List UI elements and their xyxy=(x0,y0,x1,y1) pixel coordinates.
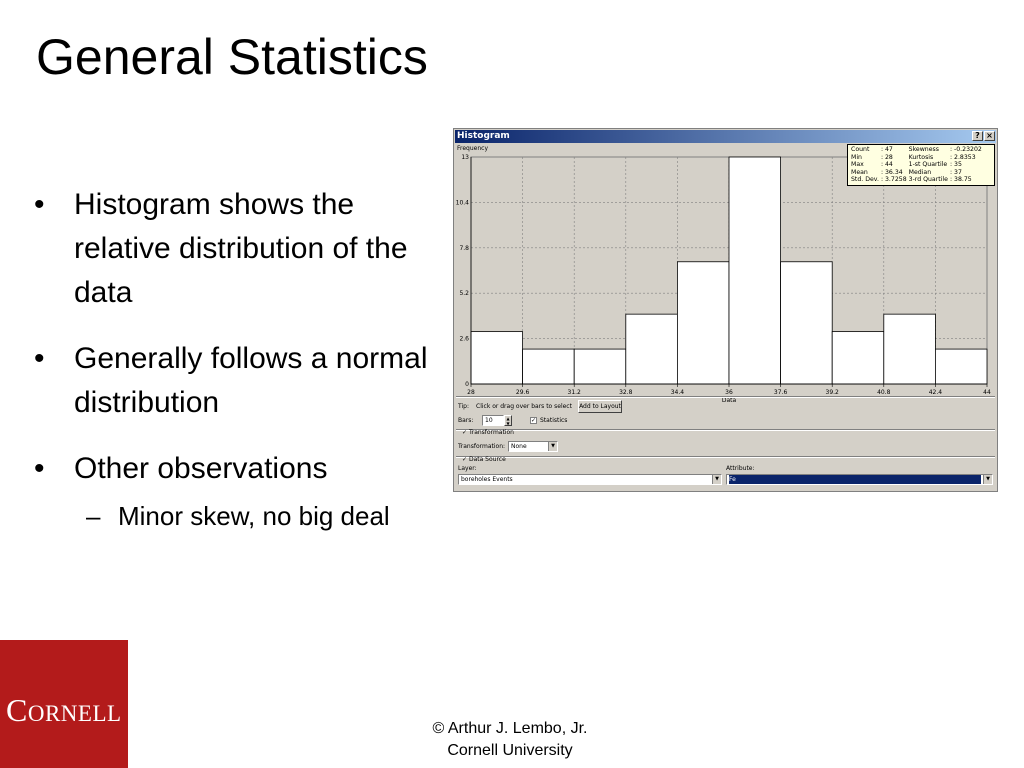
window-title: Histogram xyxy=(457,131,510,141)
bullet-item xyxy=(32,183,437,315)
x-tick-label: 44 xyxy=(983,389,991,396)
y-tick-label: 13 xyxy=(461,154,469,161)
window-titlebar[interactable] xyxy=(455,130,996,143)
check-icon: ✓ xyxy=(462,429,468,436)
stats-cell: : 3.7258 xyxy=(880,176,907,183)
footer-copyright: © Arthur J. Lembo, Jr. xyxy=(432,720,588,737)
chevron-down-icon[interactable]: ▼ xyxy=(548,442,557,451)
stats-cell: Count xyxy=(851,146,870,153)
stats-cell: Std. Dev. xyxy=(851,176,879,183)
x-axis-label: Data xyxy=(721,397,737,404)
histogram-bar[interactable] xyxy=(884,314,936,384)
x-tick-label: 32.8 xyxy=(619,389,633,396)
stats-cell: Median xyxy=(908,168,932,176)
stats-row xyxy=(850,146,983,154)
stats-cell: 1-st Quartile xyxy=(908,161,948,168)
chevron-down-icon[interactable]: ▼ xyxy=(983,475,992,484)
help-button[interactable]: ? xyxy=(972,131,983,141)
bullet-text: Other observations xyxy=(74,452,328,485)
y-tick-label: 7.8 xyxy=(459,244,469,252)
histogram-bar[interactable] xyxy=(781,262,833,384)
transformation-section-text: Transformation xyxy=(468,429,514,436)
x-tick-label: 31.2 xyxy=(567,389,581,396)
stats-cell: : 28 xyxy=(880,153,893,161)
logo-text: CORNELL xyxy=(6,692,122,728)
stats-cell: : 44 xyxy=(880,161,893,168)
histogram-window xyxy=(453,128,998,492)
transformation-select[interactable] xyxy=(508,441,558,452)
attribute-select[interactable] xyxy=(726,474,993,485)
stats-cell: : 2.8353 xyxy=(949,153,976,161)
layer-label: Layer: xyxy=(458,465,477,472)
data-source-section-label xyxy=(462,456,506,463)
slide-title: General Statistics xyxy=(36,29,428,85)
add-to-layout-button[interactable]: Add to Layout xyxy=(578,400,622,413)
histogram-bar[interactable] xyxy=(626,314,678,384)
footer-university: Cornell University xyxy=(447,742,573,759)
histogram-bar[interactable] xyxy=(523,349,575,384)
stats-cell: Mean xyxy=(851,168,868,176)
layer-value: boreholes Events xyxy=(461,476,513,483)
check-icon: ✓ xyxy=(462,456,468,463)
attribute-value: Fe xyxy=(729,475,981,484)
statistics-label: Statistics xyxy=(540,417,568,424)
histogram-bar[interactable] xyxy=(471,332,523,384)
data-source-section-text: Data Source xyxy=(468,456,506,463)
close-button[interactable]: × xyxy=(984,131,995,141)
bullet-item xyxy=(32,447,437,535)
x-tick-label: 37.6 xyxy=(773,389,788,396)
tip-label: Tip: xyxy=(458,403,469,410)
stats-cell: : 35 xyxy=(949,161,962,168)
stats-cell: Max xyxy=(851,161,864,168)
stats-cell: Min xyxy=(851,153,862,161)
x-tick-label: 34.4 xyxy=(670,389,685,396)
divider xyxy=(456,429,995,431)
transformation-value: None xyxy=(511,443,527,450)
y-axis-label: Frequency xyxy=(457,145,488,152)
y-tick-label: 2.6 xyxy=(459,335,469,343)
x-tick-label: 29.6 xyxy=(515,389,530,396)
layer-select[interactable] xyxy=(458,474,722,485)
bars-label: Bars: xyxy=(458,417,474,424)
stats-row xyxy=(850,154,983,162)
stats-cell: Kurtosis xyxy=(908,153,934,161)
stats-row xyxy=(850,176,983,184)
stats-row xyxy=(850,161,983,169)
stats-cell: : 36.34 xyxy=(880,168,903,176)
stats-cell: : 37 xyxy=(949,168,962,176)
x-tick-label: 39.2 xyxy=(825,389,839,396)
sub-bullet-list xyxy=(74,497,437,535)
stats-cell: Skewness xyxy=(908,146,939,153)
x-tick-label: 36 xyxy=(725,389,733,396)
statistics-box xyxy=(847,144,995,186)
attribute-label: Attribute: xyxy=(726,465,755,472)
bullet-text: Generally follows a normal distribution xyxy=(74,342,428,419)
divider xyxy=(456,396,995,398)
histogram-bar[interactable] xyxy=(729,157,781,384)
divider xyxy=(456,456,995,458)
y-tick-label: 5.2 xyxy=(459,290,469,298)
stats-row xyxy=(850,169,983,177)
y-tick-label: 10.4 xyxy=(455,199,469,207)
x-tick-label: 28 xyxy=(467,389,475,396)
chevron-down-icon[interactable]: ▼ xyxy=(712,475,721,484)
histogram-bar[interactable] xyxy=(677,262,729,384)
stats-cell: : 38.75 xyxy=(949,176,972,183)
sub-bullet-item: – Minor skew, no big deal xyxy=(74,497,437,535)
histogram-chart[interactable] xyxy=(455,149,996,407)
cornell-logo xyxy=(0,640,128,768)
transformation-section-label xyxy=(462,429,514,436)
footer xyxy=(400,718,620,762)
bullet-item xyxy=(32,337,437,425)
transformation-label: Transformation: xyxy=(458,443,506,450)
y-tick-label: 0 xyxy=(465,381,469,388)
stats-cell: : -0.23202 xyxy=(949,146,982,153)
histogram-bar[interactable] xyxy=(935,349,987,384)
stats-cell: 3-rd Quartile xyxy=(908,176,948,183)
histogram-bar[interactable] xyxy=(832,332,884,384)
bullet-list xyxy=(32,183,437,557)
tip-text: Click or drag over bars to select xyxy=(476,403,572,410)
x-tick-label: 42.4 xyxy=(928,389,943,396)
stats-cell: : 47 xyxy=(880,146,893,153)
bullet-text: Histogram shows the relative distribution of the data xyxy=(74,188,408,309)
bars-spinner[interactable]: ▲ ▼ xyxy=(504,415,512,426)
x-tick-label: 40.8 xyxy=(877,389,891,396)
bars-input[interactable]: 10 xyxy=(482,415,504,426)
statistics-checkbox[interactable]: ✓ xyxy=(531,417,537,424)
histogram-bar[interactable] xyxy=(574,349,626,384)
